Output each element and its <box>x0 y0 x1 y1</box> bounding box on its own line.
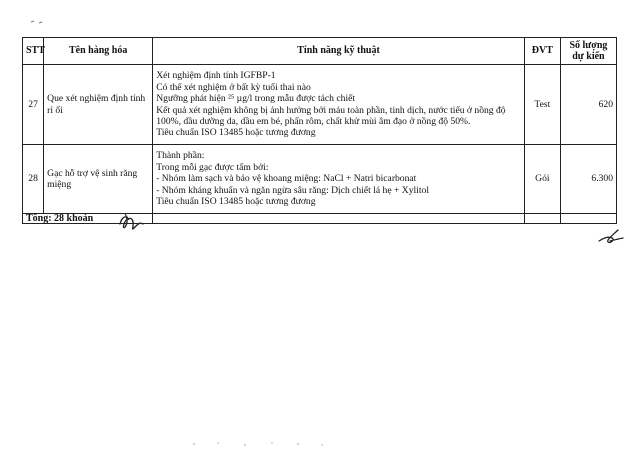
row-item-name: Gạc hỗ trợ vệ sinh răng miệng <box>44 145 153 214</box>
spec-line: Có thể xét nghiệm ở bất kỳ tuổi thai nào <box>156 81 311 93</box>
header-qty-line2: dự kiến <box>572 51 605 62</box>
header-qty-line1: Số lượng <box>569 39 608 51</box>
row-stt: 27 <box>23 65 44 145</box>
spec-line: Ngưỡng phát hiện ²⁵ µg/l trong mẫu được tách chiết <box>156 93 356 105</box>
handwritten-initials-icon <box>116 210 146 234</box>
table-total-row <box>23 214 617 224</box>
header-stt: STT <box>23 38 44 65</box>
spec-line: - Nhóm làm sạch và bảo vệ khoang miệng: NaCl + Natri bicarbonat <box>156 173 417 185</box>
row-unit: Test <box>524 65 560 145</box>
row-stt: 28 <box>23 145 44 214</box>
row-unit: Gói <box>524 145 560 214</box>
specification-table <box>22 37 617 224</box>
row-spec <box>153 145 525 214</box>
header-name: Tên hàng hóa <box>44 38 153 65</box>
header-spec: Tính năng kỹ thuật <box>153 38 525 65</box>
scan-mark-icon <box>30 18 44 26</box>
header-qty <box>560 38 616 65</box>
table-row <box>23 65 617 145</box>
spec-line: Tiêu chuẩn ISO 13485 hoặc tương đương <box>156 127 316 139</box>
total-label: Tổng: 28 khoản <box>26 213 94 224</box>
scan-noise-icon <box>190 440 330 448</box>
row-spec <box>153 65 525 145</box>
table-row <box>23 145 617 214</box>
spec-line: Trong mỗi gạc được tẩm bởi: <box>156 161 269 173</box>
spec-line: 100%, dầu dưỡng da, dầu em bé, phấn rôm, chất khử mùi âm đạo ở nồng độ 50%. <box>156 115 471 127</box>
spec-line: Kết quả xét nghiệm không bị ảnh hưởng bởi máu toàn phần, tinh dịch, nước tiểu ở nồng độ <box>156 104 506 116</box>
total-empty-unit <box>524 214 560 224</box>
total-empty-qty <box>560 214 616 224</box>
row-quantity: 620 <box>560 65 616 145</box>
row-quantity: 6.300 <box>560 145 616 214</box>
spec-line: Xét nghiệm định tính IGFBP-1 <box>156 70 276 82</box>
total-empty-spec <box>153 214 525 224</box>
spec-line: Thành phần: <box>156 150 205 162</box>
handwritten-signature-icon <box>596 226 626 248</box>
header-unit: ĐVT <box>524 38 560 65</box>
spec-line: - Nhóm kháng khuẩn và ngăn ngừa sâu răng: Dịch chiết lá hẹ + Xylitol <box>156 184 429 196</box>
table-header-row <box>23 38 617 65</box>
spec-line: Tiêu chuẩn ISO 13485 hoặc tương đương <box>156 196 316 208</box>
row-item-name: Que xét nghiệm định tính rỉ ối <box>44 65 153 145</box>
